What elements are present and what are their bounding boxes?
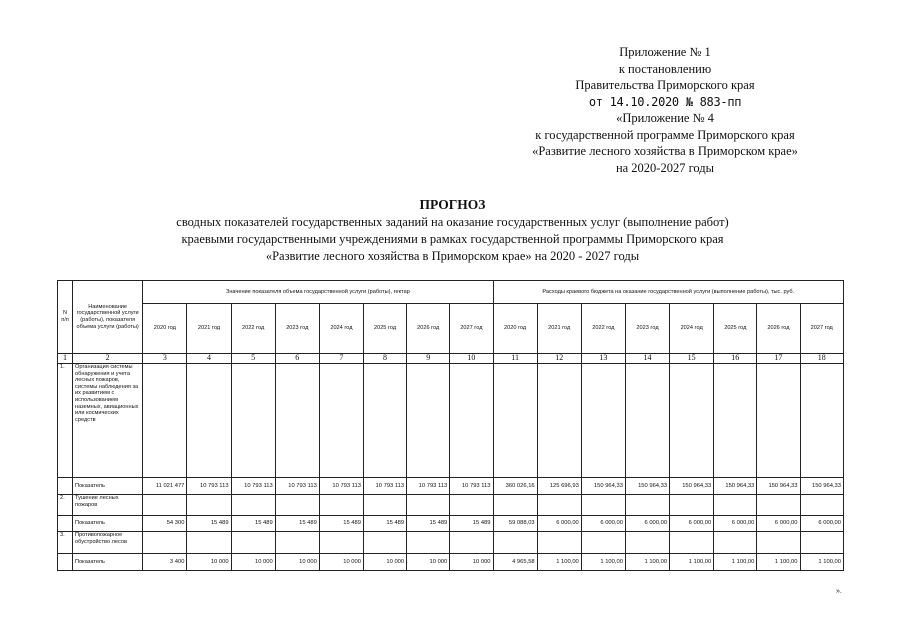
empty-cell [670, 364, 714, 478]
title-line: «Развитие лесного хозяйства в Приморском крае» на 2020 - 2027 годы [265, 249, 640, 263]
empty-cell [450, 495, 493, 516]
section-number: 3. [58, 532, 73, 554]
header-line: «Развитие лесного хозяйства в Приморском крае» [532, 144, 798, 158]
indicator-row [58, 478, 844, 495]
empty-cell [143, 532, 187, 554]
budget-value: 150 964,33 [670, 478, 714, 495]
budget-value: 150 964,33 [757, 478, 800, 495]
volume-value: 54 300 [143, 516, 187, 532]
empty-cell [493, 364, 537, 478]
empty-cell [714, 495, 757, 516]
page-mark: ». [836, 588, 842, 595]
section-number: 1. [58, 364, 73, 478]
indicator-label: Показатель [73, 554, 143, 571]
empty-cell [58, 516, 73, 532]
empty-cell [363, 532, 406, 554]
volume-value: 15 489 [319, 516, 363, 532]
empty-cell [275, 364, 319, 478]
section-number: 2. [58, 495, 73, 516]
empty-cell [625, 495, 669, 516]
year-header-volume: 2021 год [187, 304, 231, 354]
indicator-label: Показатель [73, 478, 143, 495]
year-header-budget: 2026 год [757, 304, 800, 354]
empty-cell [800, 495, 844, 516]
volume-value: 10 793 113 [363, 478, 406, 495]
column-number: 3 [143, 354, 187, 364]
empty-cell [187, 364, 231, 478]
empty-cell [714, 364, 757, 478]
budget-value: 1 100,00 [581, 554, 625, 571]
year-header-budget: 2023 год [625, 304, 669, 354]
year-header-volume: 2023 год [275, 304, 319, 354]
empty-cell [537, 364, 581, 478]
volume-value: 10 793 113 [407, 478, 450, 495]
budget-value: 1 100,00 [757, 554, 800, 571]
column-number: 9 [407, 354, 450, 364]
volume-value: 10 793 113 [319, 478, 363, 495]
header-line: Правительства Приморского края [575, 78, 755, 92]
column-number: 7 [319, 354, 363, 364]
budget-value: 6 000,00 [670, 516, 714, 532]
empty-cell [625, 364, 669, 478]
empty-cell [231, 364, 275, 478]
volume-value: 10 000 [275, 554, 319, 571]
volume-value: 10 000 [450, 554, 493, 571]
indicator-label: Показатель [73, 516, 143, 532]
year-header-budget: 2021 год [537, 304, 581, 354]
volume-value: 10 000 [319, 554, 363, 571]
section-row [58, 495, 844, 516]
column-number: 1 [58, 354, 73, 364]
budget-value: 4 965,58 [493, 554, 537, 571]
empty-cell [581, 532, 625, 554]
budget-value: 1 100,00 [670, 554, 714, 571]
column-number: 10 [450, 354, 493, 364]
col-header-no: N п/п [58, 281, 73, 354]
volume-value: 11 021 477 [143, 478, 187, 495]
appendix-header [470, 44, 860, 176]
budget-value: 1 100,00 [537, 554, 581, 571]
empty-cell [231, 532, 275, 554]
header-line: к постановлению [618, 61, 712, 76]
empty-cell [757, 364, 800, 478]
year-header-budget: 2025 год [714, 304, 757, 354]
volume-value: 15 489 [363, 516, 406, 532]
budget-value: 150 964,33 [625, 478, 669, 495]
empty-cell [275, 532, 319, 554]
column-number: 15 [670, 354, 714, 364]
year-header-volume: 2022 год [231, 304, 275, 354]
budget-value: 6 000,00 [537, 516, 581, 532]
volume-value: 15 489 [407, 516, 450, 532]
volume-value: 15 489 [450, 516, 493, 532]
empty-cell [493, 532, 537, 554]
volume-value: 15 489 [231, 516, 275, 532]
empty-cell [319, 495, 363, 516]
empty-cell [450, 364, 493, 478]
budget-value: 6 000,00 [581, 516, 625, 532]
year-header-budget: 2022 год [581, 304, 625, 354]
volume-value: 15 489 [187, 516, 231, 532]
year-header-budget: 2027 год [800, 304, 844, 354]
budget-value: 59 088,03 [493, 516, 537, 532]
title-line: сводных показателей государственных заданий на оказание государственных услуг (выполнение работ) [176, 215, 729, 229]
budget-value: 1 100,00 [714, 554, 757, 571]
section-name: Организация системы обнаружения и учета лесных пожаров, системы наблюдения за их развитием с использованием наземных, авиационных или космических средств [73, 364, 143, 478]
empty-cell [275, 495, 319, 516]
empty-cell [625, 532, 669, 554]
volume-value: 10 000 [231, 554, 275, 571]
column-number: 8 [363, 354, 406, 364]
volume-value: 15 489 [275, 516, 319, 532]
empty-cell [58, 554, 73, 571]
decree-line: от 14.10.2020 № 883-пп [588, 94, 742, 109]
empty-cell [187, 495, 231, 516]
empty-cell [493, 495, 537, 516]
column-number: 14 [625, 354, 669, 364]
column-number: 6 [275, 354, 319, 364]
section-name: Тушение лесных пожаров [73, 495, 143, 516]
year-header-volume: 2020 год [143, 304, 187, 354]
budget-value: 6 000,00 [757, 516, 800, 532]
section-row [58, 532, 844, 554]
empty-cell [450, 532, 493, 554]
year-header-volume: 2024 год [319, 304, 363, 354]
year-header-volume: 2025 год [363, 304, 406, 354]
empty-cell [670, 495, 714, 516]
empty-cell [143, 495, 187, 516]
budget-value: 150 964,33 [800, 478, 844, 495]
budget-value: 150 964,33 [714, 478, 757, 495]
empty-cell [58, 478, 73, 495]
empty-cell [670, 532, 714, 554]
column-number: 11 [493, 354, 537, 364]
empty-cell [800, 532, 844, 554]
column-number: 13 [581, 354, 625, 364]
empty-cell [143, 364, 187, 478]
title-main: ПРОГНОЗ [419, 197, 486, 212]
volume-value: 10 793 113 [187, 478, 231, 495]
forecast-table [57, 280, 844, 571]
empty-cell [800, 364, 844, 478]
column-number: 5 [231, 354, 275, 364]
column-number: 2 [73, 354, 143, 364]
volume-value: 10 000 [187, 554, 231, 571]
empty-cell [581, 495, 625, 516]
header-line: к государственной программе Приморского края [535, 127, 795, 142]
empty-cell [407, 364, 450, 478]
budget-value: 1 100,00 [800, 554, 844, 571]
empty-cell [757, 532, 800, 554]
column-number: 4 [187, 354, 231, 364]
empty-cell [537, 495, 581, 516]
budget-value: 1 100,00 [625, 554, 669, 571]
empty-cell [187, 532, 231, 554]
budget-value: 125 696,93 [537, 478, 581, 495]
indicator-row [58, 516, 844, 532]
budget-value: 150 964,33 [581, 478, 625, 495]
column-number: 16 [714, 354, 757, 364]
section-name: Противопожарное обустройство лесов [73, 532, 143, 554]
budget-value: 6 000,00 [714, 516, 757, 532]
year-header-budget: 2024 год [670, 304, 714, 354]
group-header-budget: Расходы краевого бюджета на оказание государственной услуги (выполнение работы), тыс. руб. [493, 281, 843, 304]
empty-cell [407, 532, 450, 554]
volume-value: 3 400 [143, 554, 187, 571]
column-number: 18 [800, 354, 844, 364]
year-header-volume: 2026 год [407, 304, 450, 354]
header-line: на 2020-2027 годы [615, 160, 715, 175]
year-header-volume: 2027 год [450, 304, 493, 354]
empty-cell [363, 495, 406, 516]
header-line: «Приложение № 4 [616, 111, 714, 125]
section-row [58, 364, 844, 478]
empty-cell [757, 495, 800, 516]
year-header-budget: 2020 год [493, 304, 537, 354]
title-line: краевыми государственными учреждениями в рамках государственной программы Приморского края [181, 232, 724, 246]
budget-value: 360 026,16 [493, 478, 537, 495]
empty-cell [363, 364, 406, 478]
volume-value: 10 000 [363, 554, 406, 571]
document-title [0, 196, 905, 265]
column-number: 17 [757, 354, 800, 364]
budget-value: 6 000,00 [800, 516, 844, 532]
header-line: Приложение № 1 [619, 45, 711, 59]
empty-cell [537, 532, 581, 554]
empty-cell [714, 532, 757, 554]
empty-cell [581, 364, 625, 478]
budget-value: 6 000,00 [625, 516, 669, 532]
empty-cell [407, 495, 450, 516]
column-number: 12 [537, 354, 581, 364]
volume-value: 10 000 [407, 554, 450, 571]
col-header-name: Наименование государственной услуги (работы), показателя объема услуги (работы) [73, 281, 143, 354]
indicator-row [58, 554, 844, 571]
volume-value: 10 793 113 [231, 478, 275, 495]
empty-cell [231, 495, 275, 516]
empty-cell [319, 364, 363, 478]
group-header-volume: Значение показателя объема государственной услуги (работы), гектар [143, 281, 493, 304]
volume-value: 10 793 113 [275, 478, 319, 495]
volume-value: 10 793 113 [450, 478, 493, 495]
empty-cell [319, 532, 363, 554]
